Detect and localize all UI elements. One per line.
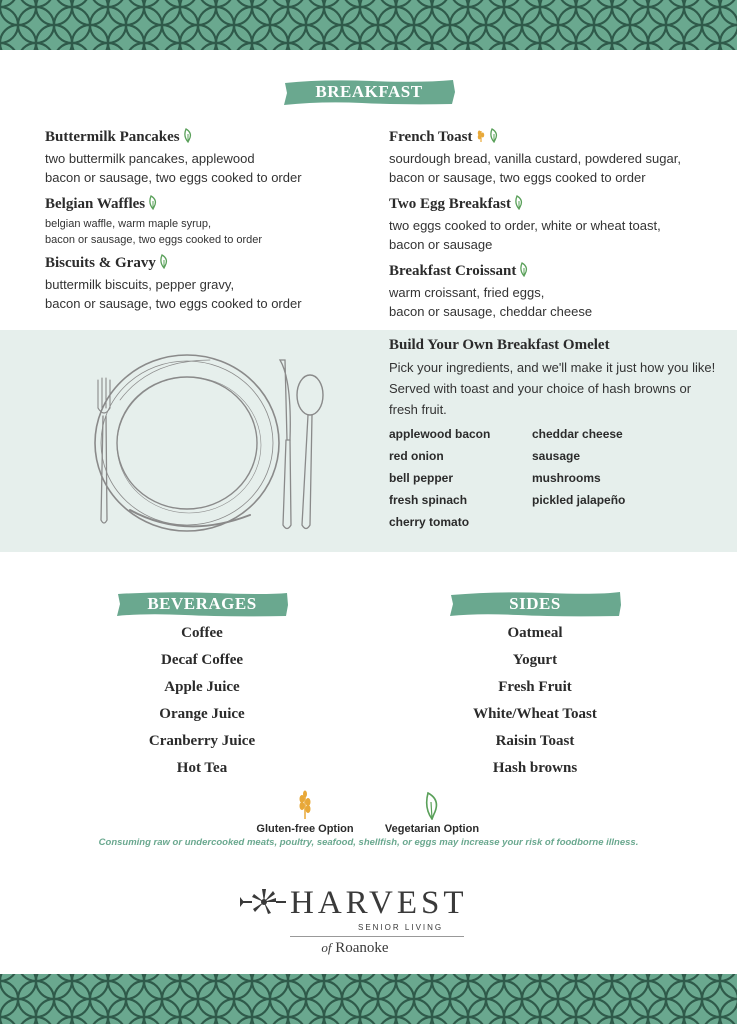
ingredients-left-list (389, 423, 490, 533)
list-item: Hot Tea (176, 760, 228, 776)
beverages-list (102, 620, 302, 782)
legend-vegetarian (372, 790, 492, 835)
list-item: White/Wheat Toast (473, 706, 597, 722)
item-name: Buttermilk Pancakes (45, 129, 180, 145)
ingredient-item: sausage (532, 449, 581, 463)
circle-lattice-pattern (0, 0, 737, 50)
logo-subtitle: SENIOR LIVING (358, 923, 444, 932)
ingredient-item: fresh spinach (389, 493, 468, 507)
ingredient-item: bell pepper (389, 471, 454, 485)
item-description: belgian waffle, warm maple syrup, (45, 218, 212, 230)
item-name: Belgian Waffles (45, 196, 146, 212)
sides-heading: SIDES (448, 590, 622, 618)
bottom-pattern-band (0, 974, 737, 1024)
logo-of: of (321, 940, 332, 955)
item-description: bacon or sausage, two eggs cooked to order (45, 296, 302, 311)
circle-lattice-pattern (0, 974, 737, 1024)
leaf-icon (514, 195, 524, 216)
item-name: Biscuits & Gravy (45, 255, 156, 271)
list-item: Yogurt (512, 652, 558, 668)
list-item: Coffee (181, 625, 223, 641)
list-item: Cranberry Juice (148, 733, 256, 749)
list-item: Hash browns (492, 760, 578, 776)
item-description: bacon or sausage, two eggs cooked to order (389, 170, 646, 185)
logo-location (240, 940, 470, 957)
wheat-icon (476, 128, 486, 149)
menu-item-buttermilk-pancakes (45, 128, 302, 187)
menu-item-breakfast-croissant (389, 262, 592, 321)
leaf-icon (423, 811, 441, 823)
ingredient-item: pickled jalapeño (532, 493, 626, 507)
item-description: bacon or sausage (389, 237, 493, 252)
legend-gluten-free (245, 790, 365, 835)
legend-label: Vegetarian Option (384, 823, 480, 835)
menu-item-biscuits-gravy (45, 254, 302, 313)
beverages-heading: BEVERAGES (115, 590, 289, 618)
logo-place: Roanoke (335, 940, 389, 956)
item-description: bacon or sausage, two eggs cooked to order (45, 170, 302, 185)
menu-item-two-egg-breakfast (389, 195, 661, 254)
leaf-icon (183, 128, 193, 149)
logo-wordmark: HARVEST (290, 885, 468, 921)
item-name: Two Egg Breakfast (389, 196, 511, 212)
list-item: Raisin Toast (495, 733, 575, 749)
harvest-logo (240, 885, 470, 965)
item-description: two buttermilk pancakes, applewood (45, 151, 255, 166)
plate-illustration (90, 340, 330, 540)
ingredient-item: applewood bacon (389, 427, 491, 441)
foodborne-disclaimer: Consuming raw or undercooked meats, poultry, seafood, shellfish, or eggs may increase your risk of foodborne illness. (98, 837, 639, 848)
sides-list (435, 620, 635, 782)
ingredient-item: red onion (389, 449, 444, 463)
wheat-icon (296, 811, 314, 823)
list-item: Fresh Fruit (498, 679, 572, 695)
ingredient-item: mushrooms (532, 471, 601, 485)
item-description: buttermilk biscuits, pepper gravy, (45, 277, 235, 292)
ingredients-right-list (532, 423, 625, 511)
item-name: French Toast (389, 129, 473, 145)
item-name: Breakfast Croissant (389, 263, 517, 279)
breakfast-heading: BREAKFAST (282, 78, 456, 106)
ingredient-item: cheddar cheese (532, 427, 623, 441)
leaf-icon (148, 195, 158, 216)
omelet-description: Pick your ingredients, and we'll make it just how you like! Served with toast and your choice of hash browns or fresh fruit. (389, 360, 716, 417)
list-item: Orange Juice (159, 706, 245, 722)
leaf-icon (489, 128, 499, 149)
leaf-icon (159, 254, 169, 275)
windmill-icon (240, 887, 288, 921)
list-item: Decaf Coffee (160, 652, 244, 668)
list-item: Apple Juice (164, 679, 240, 695)
item-description: sourdough bread, vanilla custard, powdered sugar, (389, 151, 681, 166)
list-item: Oatmeal (507, 625, 563, 641)
ingredient-item: cherry tomato (389, 515, 470, 529)
item-description: bacon or sausage, cheddar cheese (389, 304, 593, 319)
menu-item-belgian-waffles (45, 195, 262, 248)
item-description: warm croissant, fried eggs, (389, 285, 545, 300)
menu-item-french-toast (389, 128, 681, 187)
leaf-icon (519, 262, 529, 283)
item-description: bacon or sausage, two eggs cooked to order (45, 234, 263, 246)
top-pattern-band (0, 0, 737, 50)
logo-divider (290, 936, 464, 937)
item-description: two eggs cooked to order, white or wheat toast, (389, 218, 661, 233)
legend-label: Gluten-free Option (256, 823, 354, 835)
omelet-title: Build Your Own Breakfast Omelet (389, 337, 610, 353)
